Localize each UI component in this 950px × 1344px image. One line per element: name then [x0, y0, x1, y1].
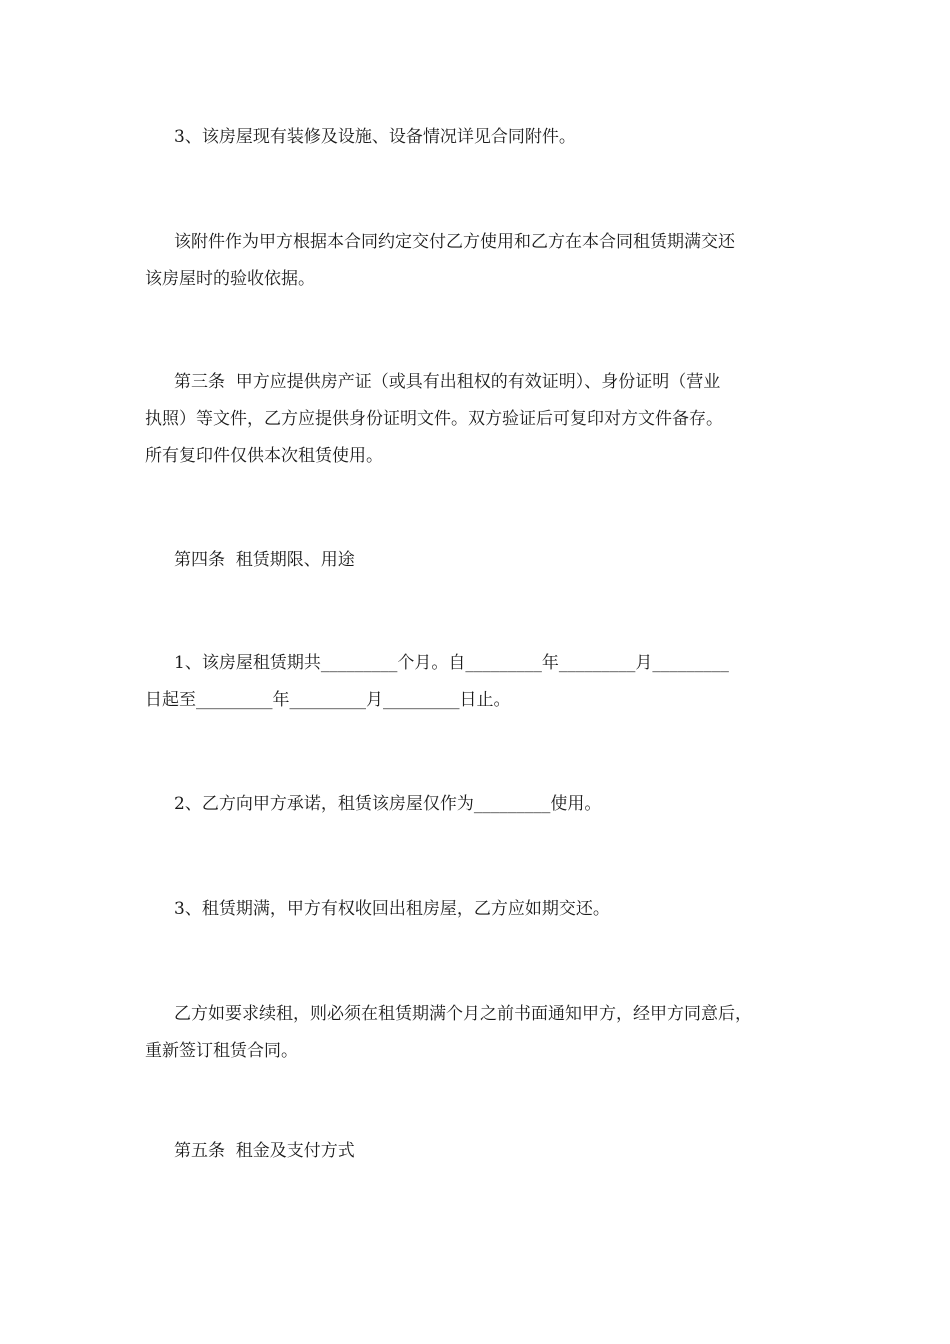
clause-3-fixtures-line-1: 3、该房屋现有装修及设施、设备情况详见合同附件。 [174, 127, 576, 147]
renewal-line-1: 乙方如要求续租，则必须在租赁期满个月之前书面通知甲方，经甲方同意后， [174, 1004, 752, 1024]
lease-term-line-2: 日起至_________年_________月_________日止。 [145, 690, 511, 710]
lease-expiry-line: 3、租赁期满，甲方有权收回出租房屋，乙方应如期交还。 [174, 899, 610, 919]
lease-term-line-1: 1、该房屋租赁期共_________个月。自_________年_________月_________ [174, 653, 729, 673]
attachment-note-line-1: 该附件作为甲方根据本合同约定交付乙方使用和乙方在本合同租赁期满交还 [174, 232, 735, 252]
article-4-heading: 第四条 租赁期限、用途 [174, 550, 355, 570]
usage-promise-line: 2、乙方向甲方承诺，租赁该房屋仅作为_________使用。 [174, 794, 602, 814]
article-3-line-1: 第三条 甲方应提供房产证（或具有出租权的有效证明）、身份证明（营业 [174, 372, 721, 392]
article-3-line-2: 执照）等文件，乙方应提供身份证明文件。双方验证后可复印对方文件备存。 [145, 409, 723, 429]
article-3-line-3: 所有复印件仅供本次租赁使用。 [145, 446, 383, 466]
renewal-line-2: 重新签订租赁合同。 [145, 1041, 298, 1061]
attachment-note-line-2: 该房屋时的验收依据。 [145, 269, 315, 289]
article-5-heading: 第五条 租金及支付方式 [174, 1141, 355, 1161]
